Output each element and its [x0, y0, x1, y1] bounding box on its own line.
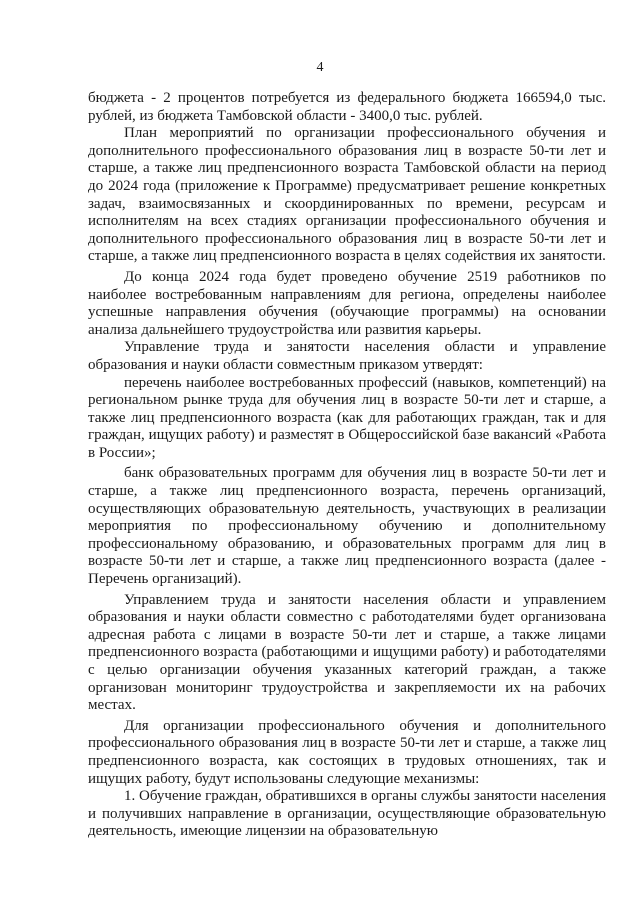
- paragraph: До конца 2024 года будет проведено обучение 2519 работников по наиболее востребованным направлениям для региона, определены наиболее успешные направления обучения (обучающие программы) на основании анализа дальнейшего трудоустройства или развития карьеры.: [88, 268, 606, 338]
- paragraph: Управлением труда и занятости населения области и управлением образования и науки области совместно с работодателями будет организована адресная работа с лицами в возрасте 50-ти лет и старше, а также лицами предпенсионного возраста (работающими и ищущими работу) и работодателями с целью организации обучения указанных категорий граждан, а также организован мониторинг трудоустройства и закрепляемости их на рабочих местах.: [88, 591, 606, 714]
- paragraph: Для организации профессионального обучения и дополнительного профессионального образования лиц в возрасте 50-ти лет и старше, а также лиц предпенсионного возраста, как состоящих в трудовых отношениях, так и ищущих работу, будут использованы следующие механизмы:: [88, 717, 606, 787]
- paragraph: Управление труда и занятости населения области и управление образования и науки области совместным приказом утвердят:: [88, 339, 606, 373]
- paragraph: План мероприятий по организации профессионального обучения и дополнительного профессионального образования лиц в возрасте 50-ти лет и старше, а также лиц предпенсионного возраста Тамбовской области на период до 2024 года (приложение к Программе) предусматривает решение конкретных задач, взаимосвязанных и скоординированных по времени, ресурсам и исполнителям на всех стадиях организации профессионального обучения и дополнительного профессионального образования лиц в возрасте 50-ти лет и старше, а также лиц предпенсионного возраста в целях содействия их занятости.: [88, 125, 606, 265]
- paragraph: перечень наиболее востребованных профессий (навыков, компетенций) на региональном рынке труда для обучения лиц в возрасте 50-ти лет и старше, а также лиц предпенсионного возраста (как для работающих граждан, так и для граждан, ищущих работу) и разместят в Общероссийской базе вакансий «Работа в России»;: [88, 374, 606, 461]
- paragraph: банк образовательных программ для обучения лиц в возрасте 50-ти лет и старше, а также лиц предпенсионного возраста, перечень организаций, осуществляющих образовательную деятельность, участвующих в реализации мероприятия по профессиональному обучению и дополнительному профессиональному образованию, и образовательных программ для лиц в возрасте 50-ти лет и старше, а также лиц предпенсионного возраста (далее - Перечень организаций).: [88, 465, 606, 588]
- paragraph: бюджета - 2 процентов потребуется из федерального бюджета 166594,0 тыс. рублей, из бюджета Тамбовской области - 3400,0 тыс. рублей.: [88, 90, 606, 124]
- paragraph: 1. Обучение граждан, обратившихся в органы службы занятости населения и получивших направление в организации, осуществляющие образовательную деятельность, имеющие лицензии на образовательную: [88, 788, 606, 840]
- page-number: 4: [316, 60, 324, 75]
- document-body: [88, 90, 606, 841]
